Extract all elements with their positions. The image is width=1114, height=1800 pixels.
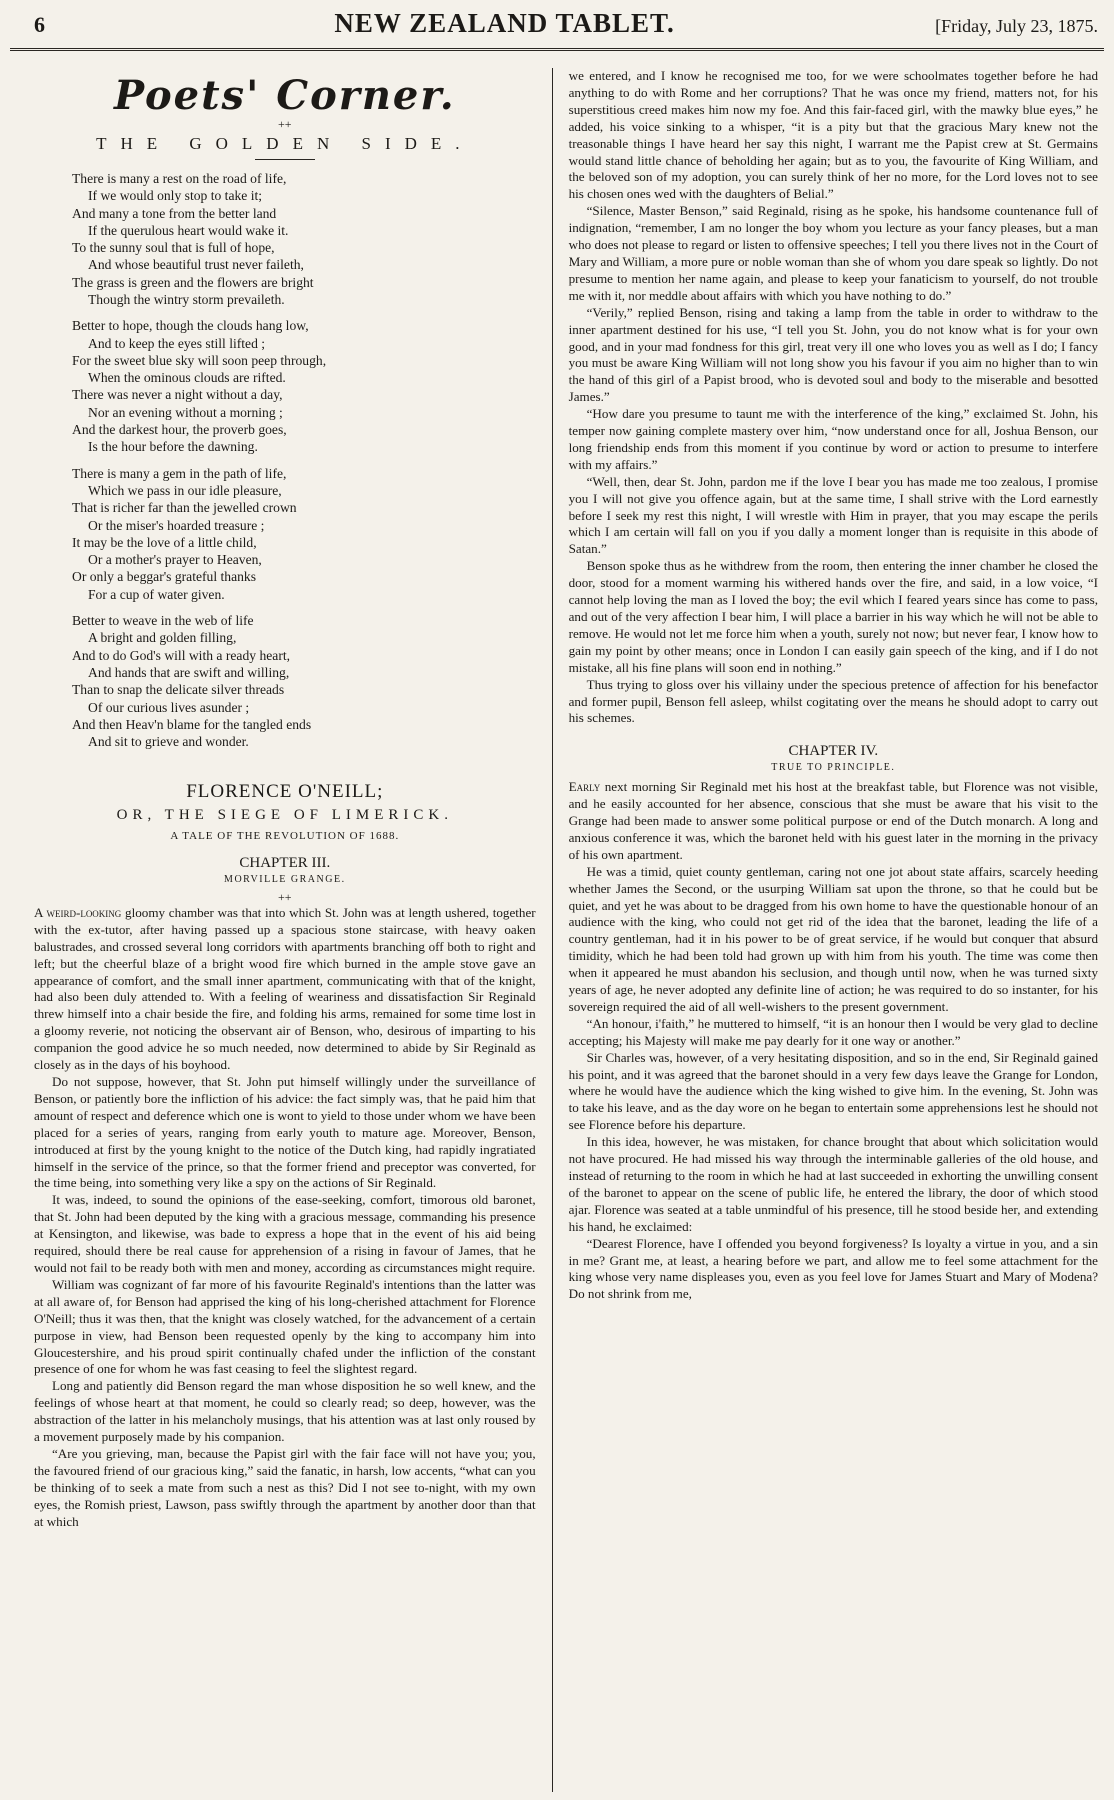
story-paragraph: Do not suppose, however, that St. John put himself willingly under the surveillance of Benson, or patiently bore the infliction of his advice: the fact simply was, that he paid him that amount of respect and deference which one is wont to yield to those under whom we have been placed for a series of years, ranging from early youth to mature age. Moreover, Benson, introduced at first by the young knight to the notice of the Dutch king, had rapidly ingratiated himself in the service of the prince, so that the former friend and preceptor was converted, for the time being, into something very like a spy on the actions of Sir Reginald. [34, 1074, 536, 1191]
story-paragraph: It was, indeed, to sound the opinions of the ease-seeking, comfort, timorous old baronet, that St. John had been deputed by the king with a gracious message, commanding his presence at Kensington, and likewise, was bade to express a hope that in the event of his aid being required, should there be real cause for apprehension of a rising in favour of James, that he would not fail to be ready both with men and money, according as circumstances might require. [34, 1192, 536, 1275]
poem-line: Though the wintry storm prevaileth. [88, 291, 285, 307]
poem-stanza [72, 317, 536, 455]
poem-line: Which we pass in our idle pleasure, [88, 482, 282, 498]
story-tagline: A TALE OF THE REVOLUTION OF 1688. [170, 830, 400, 843]
publication-title: NEW ZEALAND TABLET. [334, 8, 675, 38]
story-paragraph: “Verily,” replied Benson, rising and taking a lamp from the table in order to withdraw to the inner apartment destined for his use, “I tell you St. John, you do not know what is for your own good, and in your mad fondness for this girl, treat very ill one who loves you as well as I do; I fancy you must be aware King William will not long show you his favour if you aim no higher than to win the hand of this girl of a Papist brood, who is devoted soul and body to the miserable and besotted James.” [568, 304, 1098, 405]
poem-stanza [72, 612, 536, 750]
poem-line: Is the hour before the dawning. [88, 439, 258, 455]
poem-line: And hands that are swift and willing, [88, 664, 290, 680]
poem-line: That is richer far than the jewelled crown [72, 500, 297, 516]
poem-line: And whose beautiful trust never faileth, [88, 257, 304, 273]
story-paragraph: Sir Charles was, however, of a very hesitating disposition, and so in the end, Sir Reginald gained his point, and it was agreed that the baronet should in a very few days leave the Grange for London, where he would have the audience which the king wished to give him. In the evening, St. John was to take his leave, and as the day wore on he began to entertain some apprehensions lest he should not see Florence before his departure. [568, 1049, 1098, 1133]
poem-line: Nor an evening without a morning ; [88, 404, 283, 420]
poem-line: And sit to grieve and wonder. [88, 734, 249, 750]
story-paragraph: In this idea, however, he was mistaken, for chance brought that about which solicitation would not have procured. He had missed his way through the interminable galleries of the old house, and instead of returning to the room in which he had at last succeeded in exhorting the unwilling consent of the baronet to appear on the scene of public life, he entered the library, the door of which stood ajar. Florence was seated at a table unmindful of his presence, till he stood beside her, and extending his hand, he exclaimed: [568, 1134, 1098, 1234]
story-paragraph: Benson spoke thus as he withdrew from the room, then entering the inner chamber he closed the door, stood for a moment warming his withered hands over the fire, and said, in a low voice, “I cannot help loving the man as I loved the boy; the evil which I feared years since has come to pass, and out of the very affection I bear him, I will place a barrier in his way which he will not be able to remove. He would not let me force him when a youth, surely not now; but never fear, I know how to gain my point by other means; once in London I can easily gain speech of the king, and if I do not mistake, all his fine plans will soon end in nothing.” [568, 558, 1098, 675]
lead-words: A weird-looking [34, 904, 122, 920]
poem-title-rule [255, 159, 315, 160]
story-paragraph [569, 779, 1098, 864]
story-paragraph: “How dare you presume to taunt me with the interference of the king,” exclaimed St. John, his temper now gaining complete mastery over him, “now understand once for all, Joshua Benson, our long friendship ends from this moment if you continue by word or action to presume to interfere with my affairs.” [568, 406, 1098, 472]
paragraph-text: next morning Sir Reginald met his host at the breakfast table, but Florence was not visible, and he easily accounted for her absence, conscious that she must be aware that his visit to the Grange had been made to answer some political purpose or end of the Dutch monarch. A long and anxious conference it was, which the baronet held with his guest later in the morning in the privacy of his own apartment. [568, 779, 1098, 862]
story-paragraph [34, 905, 536, 1074]
poem-line: Better to hope, though the clouds hang low, [72, 318, 309, 334]
poem-line: Better to weave in the web of life [72, 613, 254, 629]
newspaper-page [10, 8, 1104, 1792]
issue-date: [Friday, July 23, 1875. [935, 16, 1098, 36]
columns [10, 68, 1104, 1792]
story-paragraph: “Silence, Master Benson,” said Reginald, rising as he spoke, his handsome countenance full of indignation, “remember, I am no longer the boy whom you lecture as your fancy pleases, but a man who does not please to regard or listen to offensive speeches; I tell you there lives not in the Court of Mary and William, a more pure or noble woman than she of whom you dare speak so lightly. Do not presume to mention her name again, and please to keep your fanaticism to yourself, do not trouble me with it, nor meddle about affairs with which you have nothing to do.” [568, 203, 1098, 303]
masthead [10, 8, 1104, 51]
poem-stanza [72, 170, 536, 308]
poem-line: There is many a rest on the road of life, [72, 170, 287, 186]
poem-line: It may be the love of a little child, [72, 534, 257, 550]
poem-line: When the ominous clouds are rifted. [88, 370, 286, 386]
poem-line: Than to snap the delicate silver threads [72, 682, 285, 698]
story-title: FLORENCE O'NEILL; [186, 781, 384, 803]
chapter-heading: CHAPTER IV. [788, 743, 879, 760]
poem-line: A bright and golden filling, [88, 630, 237, 646]
section-heading: Poets' Corner. [113, 72, 456, 119]
poem-line: If we would only stop to take it; [88, 188, 263, 204]
story-paragraph: “An honour, i'faith,” he muttered to himself, “it is an honour then I would be very glad to decline accepting; his Majesty will make me pay dearly for it one way or another.” [568, 1015, 1098, 1048]
heading-ornament: ++ [278, 117, 292, 131]
poem-line: And then Heav'n blame for the tangled ends [72, 716, 312, 732]
chapter-subtitle: MORVILLE GRANGE. [224, 874, 346, 886]
poem-line: To the sunny soul that is full of hope, [72, 240, 275, 256]
right-column [552, 68, 1104, 1792]
poem-line: Or the miser's hoarded treasure ; [88, 517, 265, 533]
poem-line: There is many a gem in the path of life, [72, 465, 287, 481]
poem-line: And to keep the eyes still lifted ; [88, 335, 266, 351]
poem-line: And to do God's will with a ready heart, [72, 647, 291, 663]
poem-line: For a cup of water given. [88, 586, 225, 602]
story-paragraph: Long and patiently did Benson regard the man whose disposition he so well knew, and the feelings of whose heart at that moment, he could so clearly read; so deep, however, was the abstraction of the latter in his melancholy musings, that his attention was at last only roused by a movement purposely made by his companion. [34, 1378, 536, 1445]
story-paragraph: Thus trying to gloss over his villainy under the specious pretence of affection for his benefactor and former pupil, Benson fell asleep, whilst cogitating over the means he should adopt to carry out his schemes. [568, 676, 1098, 726]
poem-line: And many a tone from the better land [72, 205, 277, 221]
story-paragraph: He was a timid, quiet county gentleman, caring not one jot about state affairs, scarcely heeding whether James the Second, or the usurping William sat upon the throne, so that he could but be quiet, and yet he was about to be dragged from his own home to have the questionable honour of an audience with the king, who could not get rid of the idea that the baronet, leading the life of a country gentleman, had it in his power to be of great service, if he would but conquer that absurd timidity, which he had been told had grown up with him from his youth. The time was come then when it appeared he must abandon his seclusion, and though until now, when he was turned sixty years of age, he never adopted any definite line of action; he was required to do so instanter, for his sovereign required the aid of all well-wishers to the present government. [568, 863, 1098, 1014]
poem-line: The grass is green and the flowers are bright [72, 274, 314, 290]
story-paragraph: we entered, and I know he recognised me too, for we were schoolmates together before he had anything to do with Rome and her corruptions? That he was once my friend, matters not, for his superstitious creed makes him now my foe. And this fair-faced girl, with the mawky blue eyes,” he added, his voice sinking to a whisper, “it is a pity but that the gracious Mary knew not the treasonable things I have heard her say this night, I warrant me the Papist crew at St. Germains would stand little chance of beholding her again; but as to you, the favourite of King William, and the beloved son of my adoption, you can surely think of her no more, for the Lord loves not to see his chosen ones wed with the daughters of Belial.” [568, 68, 1098, 202]
chapter-heading: CHAPTER III. [239, 855, 331, 872]
poem-line: For the sweet blue sky will soon peep through, [72, 352, 327, 368]
story-paragraph: “Are you grieving, man, because the Papist girl with the fair face will not have you; you, the favoured friend of our gracious king,” said the fanatic, in harsh, low accents, “what can you be thinking of to seek a mate from such a nest as this? Did I not see to-night, with my own eyes, the Romish priest, Lawson, pass swiftly through the apartment by another door than that at which [34, 1445, 536, 1529]
poem-stanza [72, 465, 536, 603]
poem-line: There was never a night without a day, [72, 387, 283, 403]
chapter-ornament: ++ [278, 889, 292, 904]
story-paragraph: William was cognizant of far more of his favourite Reginald's intentions than the latter was at all aware of, for Benson had apprised the king of his long-cherished attachment for Florence O'Neill; thus it was then, that the knight was closely watched, for the advancement of a certain purpose in view, had Benson been requested openly by the king to accompany him into Gloucestershire, and his proud spirit continually chafed under the infliction of the constant presence of one for whom he was fast ceasing to feel the slightest regard. [34, 1276, 536, 1377]
chapter-subtitle: TRUE TO PRINCIPLE. [771, 762, 896, 774]
poem-line: If the querulous heart would wake it. [88, 222, 289, 238]
story-paragraph: “Well, then, dear St. John, pardon me if the love I bear you has made me too zealous, I promise you I will not give you offence again, but at the same time, I shall strive with the Lord earnestly before I seek my rest this night, I will wrestle with Him in prayer, that you may escape the perils which I am certain will fall on you if you dally a moment longer than is requisite in this abode of Satan.” [568, 473, 1098, 557]
poem-line: Or a mother's prayer to Heaven, [88, 552, 262, 568]
page-number: 6 [34, 12, 45, 37]
poem-line: And the darkest hour, the proverb goes, [72, 422, 287, 438]
story-paragraph: “Dearest Florence, have I offended you beyond forgiveness? Is loyalty a virtue in you, and a sin in me? Grant me, at least, a hearing before we part, and allow me to feel some attachment for the king whose very name displeases you, even as you feel love for James Stuart and Mary of Modena? Do not shrink from me, [568, 1235, 1098, 1302]
poem-title: THE GOLDEN SIDE. [96, 134, 474, 153]
poem-line: Or only a beggar's grateful thanks [72, 569, 257, 585]
poem-line: Of our curious lives asunder ; [88, 699, 250, 715]
lead-words: Early [568, 779, 601, 795]
story-subtitle: OR, THE SIEGE OF LIMERICK. [116, 807, 453, 824]
paragraph-text: gloomy chamber was that into which St. John was at length ushered, together with the ex-tutor, after having passed up a spacious stone staircase, with heavy oaken balustrades, and crossed several long corridors with apartments branching off both to right and left; but the cheerful blaze of a bright wood fire which burned in the ample stove gave an appearance of comfort, and the small inner apartment, communicating with that of the knight, had also been duly attended to. With a feeling of weariness and dissatisfaction Sir Reginald threw himself into a chair beside the fire, and folding his arms, remained for some time lost in a gloomy reverie, not noticing the observant air of Benson, who, desirous of imparting to his companion the good advice he so much needed, now determined to abide by Sir Reginald as closely as in the days of his boyhood. [34, 904, 536, 1073]
left-column [10, 68, 552, 1792]
